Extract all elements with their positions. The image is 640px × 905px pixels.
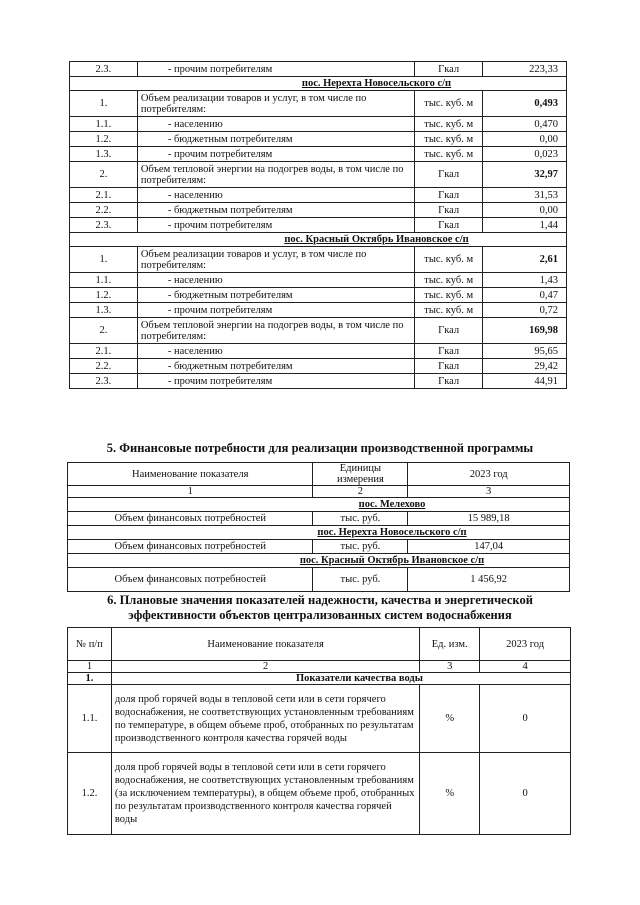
finance-colnum: 3 [408,486,570,498]
table-row [70,247,567,273]
table-row-num: 1.2. [70,288,138,303]
table-row-value: 169,98 [483,318,567,344]
table-row-name: - прочим потребителям [137,218,414,233]
quality-row-unit: % [420,753,480,835]
table-row [70,77,567,91]
finance-colnum: 2 [313,486,408,498]
quality-header-name: Наименование показателя [111,628,419,661]
table-row-name: - бюджетным потребителям [137,203,414,218]
finance-group-title: пос. Мелехово [68,498,570,512]
finance-row-name: Объем финансовых потребностей [68,568,313,592]
table-row-unit: тыс. куб. м [415,91,483,117]
table-row-value: 0,00 [483,203,567,218]
table-row-unit: тыс. куб. м [415,132,483,147]
table-row [70,359,567,374]
quality-row-num: 1.1. [68,685,112,753]
table-row-name: Объем реализации товаров и услуг, в том числе по потребителям: [137,91,414,117]
finance-group-title: пос. Красный Октябрь Ивановское с/п [68,554,570,568]
table-row-num: 1.3. [70,303,138,318]
section5-title: 5. Финансовые потребности для реализации производственной программы [106,441,534,455]
table-row-unit: Гкал [415,344,483,359]
table-row-name: - прочим потребителям [137,374,414,389]
finance-row-name: Объем финансовых потребностей [68,512,313,526]
quality-table [67,627,571,835]
table-row [70,147,567,162]
section6-title [60,593,580,623]
table-row [70,117,567,132]
table-row [70,203,567,218]
finance-table [67,462,570,592]
production-table [69,61,567,389]
table-row-name: - бюджетным потребителям [137,132,414,147]
finance-row-value: 147,04 [408,540,570,554]
quality-group-num: 1. [68,673,112,685]
table-row-unit: тыс. куб. м [415,147,483,162]
table-row-value: 44,91 [483,374,567,389]
table-row-num: 2.2. [70,359,138,374]
quality-header-unit: Ед. изм. [420,628,480,661]
finance-row-unit: тыс. руб. [313,512,408,526]
table-row-unit: Гкал [415,218,483,233]
table-row-value: 31,53 [483,188,567,203]
table-row-name: - населению [137,188,414,203]
table-row-value: 29,42 [483,359,567,374]
table-row-num: 1. [70,247,138,273]
table-section-title: пос. Нерехта Новосельского с/п [70,77,567,91]
table-row-name: - населению [137,117,414,132]
table-row-num: 2.3. [70,374,138,389]
table-row [70,374,567,389]
quality-row-value: 0 [480,685,571,753]
quality-colnum: 1 [68,661,112,673]
table-row-num: 2.2. [70,203,138,218]
table-row [70,162,567,188]
finance-colnum: 1 [68,486,313,498]
quality-header-num: № п/п [68,628,112,661]
quality-colnum: 2 [111,661,419,673]
table-row-value: 0,72 [483,303,567,318]
quality-header-year: 2023 год [480,628,571,661]
quality-row-value: 0 [480,753,571,835]
production-table-body [70,62,567,389]
table-row-num: 2.3. [70,62,138,77]
table-row-name: - населению [137,273,414,288]
table-row-value: 0,023 [483,147,567,162]
table-row-value: 32,97 [483,162,567,188]
table-row-unit: Гкал [415,374,483,389]
table-row-unit: Гкал [415,318,483,344]
table-row [70,218,567,233]
quality-colnum: 3 [420,661,480,673]
finance-row-value: 1 456,92 [408,568,570,592]
table-row-name: Объем тепловой энергии на подогрев воды, в том числе по потребителям: [137,318,414,344]
table-row-name: Объем реализации товаров и услуг, в том числе по потребителям: [137,247,414,273]
table-row-num: 1.1. [70,273,138,288]
quality-row-num: 1.2. [68,753,112,835]
finance-row-unit: тыс. руб. [313,540,408,554]
table-row [70,318,567,344]
table-row-name: - населению [137,344,414,359]
finance-header-name: Наименование показателя [68,463,313,486]
section6-title-line2: эффективности объектов централизованных систем водоснабжения [128,608,512,622]
table-row-unit: тыс. куб. м [415,288,483,303]
quality-group-title: Показатели качества воды [111,673,570,685]
table-row-num: 1.1. [70,117,138,132]
table-row-unit: тыс. куб. м [415,117,483,132]
table-row-unit: Гкал [415,188,483,203]
table-row [70,344,567,359]
table-row [70,303,567,318]
table-row-value: 95,65 [483,344,567,359]
table-row-unit: тыс. куб. м [415,303,483,318]
table-row-value: 1,43 [483,273,567,288]
finance-header-year: 2023 год [408,463,570,486]
table-row [70,188,567,203]
table-row-num: 1.3. [70,147,138,162]
quality-row-unit: % [420,685,480,753]
finance-group-title: пос. Нерехта Новосельского с/п [68,526,570,540]
table-row-value: 223,33 [483,62,567,77]
finance-row-unit: тыс. руб. [313,568,408,592]
finance-row-name: Объем финансовых потребностей [68,540,313,554]
table-row-unit: тыс. куб. м [415,273,483,288]
table-row-value: 0,00 [483,132,567,147]
table-row-num: 2.1. [70,188,138,203]
table-row-name: - бюджетным потребителям [137,359,414,374]
table-section-title: пос. Красный Октябрь Ивановское с/п [70,233,567,247]
table-row [70,233,567,247]
quality-colnum: 4 [480,661,571,673]
table-row-name: - прочим потребителям [137,303,414,318]
table-row-name: - прочим потребителям [137,147,414,162]
table-row-num: 1.2. [70,132,138,147]
table-row-value: 0,470 [483,117,567,132]
table-row-name: Объем тепловой энергии на подогрев воды, в том числе по потребителям: [137,162,414,188]
table-row-name: - бюджетным потребителям [137,288,414,303]
table-row-num: 2.3. [70,218,138,233]
table-row [70,273,567,288]
quality-row-text: доля проб горячей воды в тепловой сети или в сети горячего водоснабжения, не соответствующих установленным требованиям (за исключением температуры), в общем объеме проб, отобранных по результатам производственного контроля качества горячей воды [111,753,419,835]
quality-row-text: доля проб горячей воды в тепловой сети или в сети горячего водоснабжения, не соответствующих установленным требованиям по температуре, в общем объеме проб, отобранных по результатам производственного контроля качества горячей воды [111,685,419,753]
table-row [70,288,567,303]
finance-row-value: 15 989,18 [408,512,570,526]
table-row [70,62,567,77]
table-row-unit: Гкал [415,359,483,374]
finance-header-unit: Единицы измерения [313,463,408,486]
table-row-unit: Гкал [415,203,483,218]
table-row-unit: Гкал [415,162,483,188]
table-row-value: 2,61 [483,247,567,273]
table-row-unit: Гкал [415,62,483,77]
table-row-value: 0,493 [483,91,567,117]
section6-title-line1: 6. Плановые значения показателей надежности, качества и энергетической [107,593,533,607]
table-row-unit: тыс. куб. м [415,247,483,273]
table-row-value: 1,44 [483,218,567,233]
table-row-value: 0,47 [483,288,567,303]
table-row-num: 2.1. [70,344,138,359]
table-row-num: 2. [70,162,138,188]
table-row [70,132,567,147]
table-row-num: 2. [70,318,138,344]
table-row-name: - прочим потребителям [137,62,414,77]
table-row [70,91,567,117]
table-row-num: 1. [70,91,138,117]
